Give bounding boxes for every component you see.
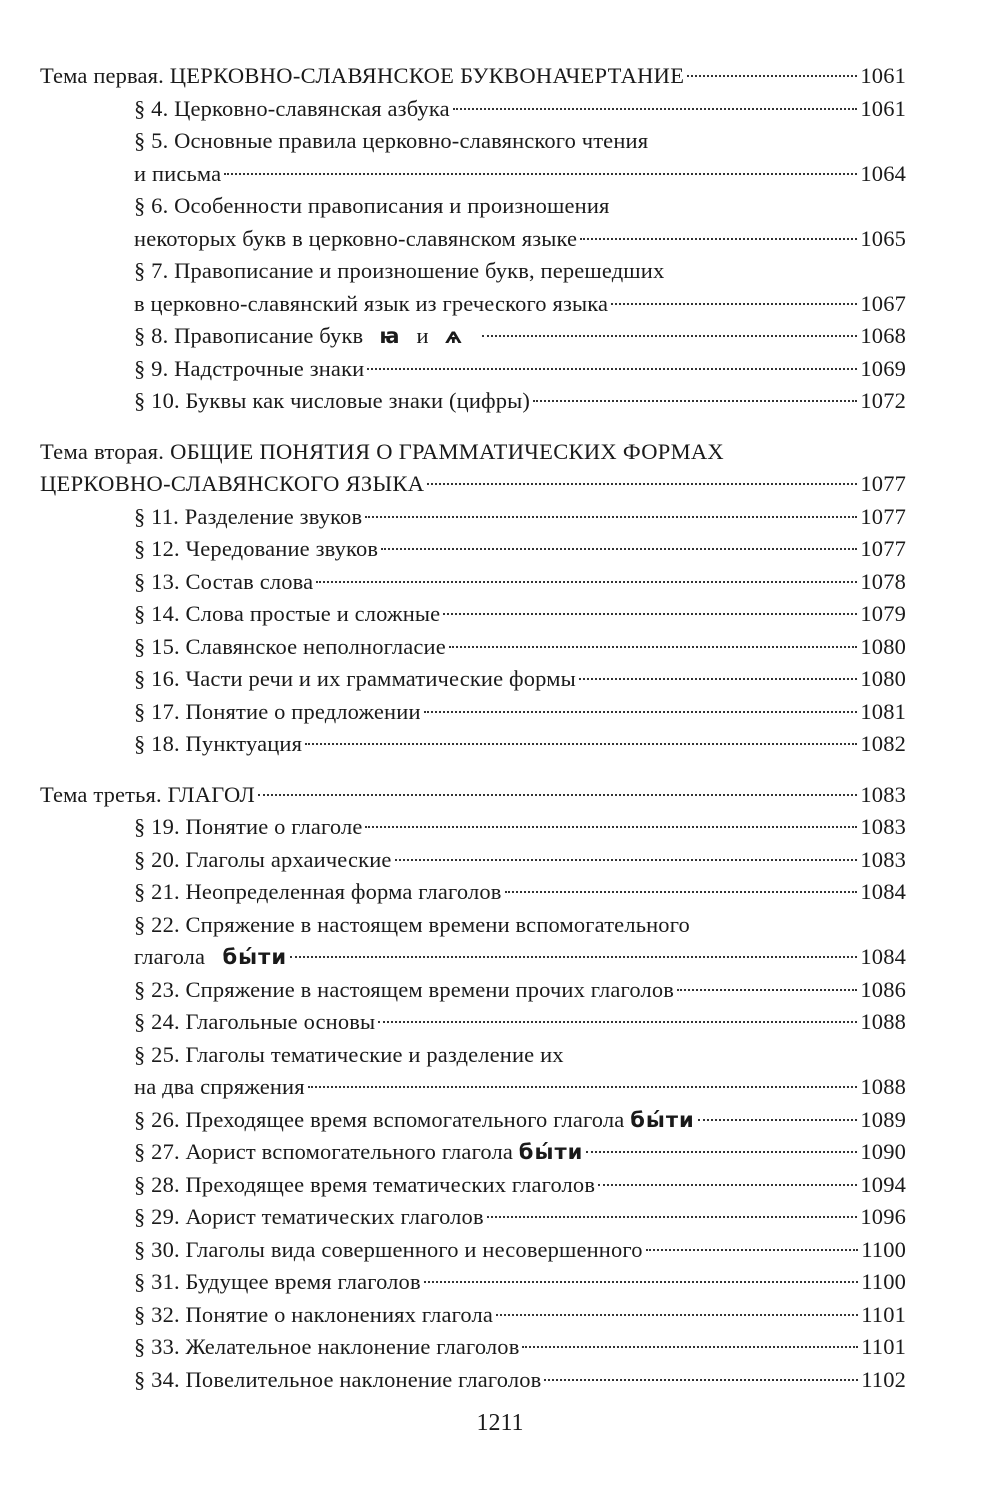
toc-entry-32 bbox=[40, 1299, 906, 1332]
theme-3-page: 1083 bbox=[860, 781, 906, 807]
entry-page: 1068 bbox=[860, 323, 906, 348]
entry-label: § 34. Повелительное наклонение глаголов bbox=[134, 1366, 542, 1392]
entry-label: § 30. Глаголы вида совершенного и несовершенного bbox=[134, 1236, 643, 1262]
entry-label-line1: § 22. Спряжение в настоящем времени вспомогательного bbox=[134, 911, 690, 937]
entry-page: 1096 bbox=[860, 1204, 906, 1229]
toc-entry-24 bbox=[40, 1006, 906, 1039]
dot-leader bbox=[365, 826, 857, 828]
entry-label: § 18. Пунктуация bbox=[134, 731, 303, 756]
entry-page: 1077 bbox=[860, 503, 906, 529]
toc-entry-34 bbox=[40, 1364, 906, 1397]
entry-page: 1072 bbox=[860, 388, 906, 413]
entry-label: § 15. Славянское неполногласие bbox=[134, 633, 446, 659]
theme-1-page: 1061 bbox=[860, 63, 906, 88]
toc-entry-20 bbox=[40, 844, 906, 877]
dot-leader bbox=[611, 303, 857, 305]
entry-label bbox=[134, 1104, 695, 1137]
dot-leader bbox=[598, 1184, 857, 1186]
dot-leader bbox=[687, 75, 857, 77]
entry-page: 1094 bbox=[860, 1171, 906, 1197]
theme-2-title: ЦЕРКОВНО-СЛАВЯНСКОГО ЯЗЫКА bbox=[40, 471, 425, 496]
entry-page: 1084 bbox=[860, 944, 906, 969]
toc-entry-19 bbox=[40, 811, 906, 844]
dot-leader bbox=[443, 613, 857, 615]
entry-label-line1: § 25. Глаголы тематические и разделение их bbox=[134, 1041, 564, 1067]
dot-leader bbox=[308, 1086, 858, 1088]
toc-entry-17 bbox=[40, 696, 906, 729]
dot-leader bbox=[395, 859, 858, 861]
entry-label: § 12. Чередование звуков bbox=[134, 536, 379, 561]
dot-leader bbox=[698, 1119, 858, 1121]
dot-leader bbox=[482, 335, 857, 337]
entry-page: 1064 bbox=[860, 160, 906, 186]
dot-leader bbox=[365, 516, 857, 518]
theme-3-prefix: Тема третья. bbox=[40, 781, 162, 807]
toc-entry-6 bbox=[40, 190, 906, 255]
dot-leader bbox=[579, 678, 858, 680]
toc-entry-4 bbox=[40, 93, 906, 126]
entry-label: § 28. Преходящее время тематических глаголов bbox=[134, 1171, 596, 1197]
entry-page: 1084 bbox=[860, 879, 906, 904]
theme-1-heading bbox=[40, 60, 906, 93]
toc-entry-26 bbox=[40, 1104, 906, 1137]
theme-3-label bbox=[40, 779, 255, 812]
entry-label: § 20. Глаголы архаические bbox=[134, 846, 392, 872]
church-slavonic-word: бы́ти bbox=[518, 1140, 584, 1164]
entry-page: 1077 bbox=[860, 536, 906, 561]
dot-leader bbox=[505, 891, 858, 893]
entry-page: 1061 bbox=[860, 95, 906, 121]
toc-entry-23 bbox=[40, 974, 906, 1007]
church-slavonic-letter: ꙗ bbox=[379, 324, 401, 348]
theme-3-section bbox=[40, 779, 906, 1397]
entry-label: § 19. Понятие о глаголе bbox=[134, 814, 363, 839]
toc-entry-31 bbox=[40, 1266, 906, 1299]
theme-2-heading-line1: Тема вторая. ОБЩИЕ ПОНЯТИЯ О ГРАММАТИЧЕСКИХ ФОРМАХ bbox=[40, 438, 724, 464]
entry-page: 1101 bbox=[861, 1334, 906, 1359]
theme-1-prefix: Тема первая. bbox=[40, 63, 164, 88]
theme-2-heading bbox=[40, 468, 906, 501]
toc-entry-7 bbox=[40, 255, 906, 320]
toc-entry-13 bbox=[40, 566, 906, 599]
dot-leader bbox=[580, 238, 857, 240]
entry-page: 1101 bbox=[861, 1301, 906, 1327]
toc-entry-10 bbox=[40, 385, 906, 418]
entry-label-text: глагола bbox=[134, 944, 206, 969]
toc-entry-33 bbox=[40, 1331, 906, 1364]
dot-leader bbox=[258, 794, 857, 796]
toc-entry-29 bbox=[40, 1201, 906, 1234]
entry-label: § 13. Состав слова bbox=[134, 568, 314, 594]
entry-page: 1088 bbox=[860, 1009, 906, 1034]
entry-label: и письма bbox=[134, 160, 222, 186]
dot-leader bbox=[381, 548, 857, 550]
church-slavonic-word: бы́ти bbox=[222, 945, 288, 969]
dot-leader bbox=[316, 581, 857, 583]
toc-entry-25 bbox=[40, 1039, 906, 1104]
entry-label: некоторых букв в церковно-славянском языке bbox=[134, 225, 578, 251]
entry-page: 1065 bbox=[860, 225, 906, 251]
entry-label-text: § 27. Аорист вспомогательного глагола bbox=[134, 1139, 514, 1164]
toc-entry-15 bbox=[40, 631, 906, 664]
theme-1-label bbox=[40, 60, 684, 93]
dot-leader bbox=[367, 368, 857, 370]
page-number: 1211 bbox=[476, 1410, 524, 1436]
entry-label: § 11. Разделение звуков bbox=[134, 503, 363, 529]
dot-leader bbox=[427, 483, 857, 485]
toc-entry-21 bbox=[40, 876, 906, 909]
entry-label-line1: § 7. Правописание и произношение букв, перешедших bbox=[134, 258, 665, 283]
dot-leader bbox=[453, 108, 858, 110]
toc-entry-12 bbox=[40, 533, 906, 566]
dot-leader bbox=[424, 711, 858, 713]
entry-label: § 17. Понятие о предложении bbox=[134, 698, 421, 724]
entry-page: 1089 bbox=[860, 1106, 906, 1132]
entry-label: § 24. Глагольные основы bbox=[134, 1009, 376, 1034]
entry-label: § 9. Надстрочные знаки bbox=[134, 355, 365, 381]
dot-leader bbox=[424, 1281, 858, 1283]
toc-entry-14 bbox=[40, 598, 906, 631]
entry-label-line1: § 6. Особенности правописания и произношения bbox=[134, 193, 610, 218]
church-slavonic-letter: ѧ bbox=[444, 324, 464, 348]
entry-label bbox=[134, 1136, 583, 1169]
entry-page: 1082 bbox=[860, 731, 906, 756]
table-of-contents bbox=[40, 60, 906, 1414]
entry-label: § 16. Части речи и их грамматические формы bbox=[134, 666, 576, 691]
entry-label: в церковно-славянский язык из греческого языка bbox=[134, 290, 609, 316]
toc-entry-5 bbox=[40, 125, 906, 190]
toc-entry-22 bbox=[40, 909, 906, 974]
toc-entry-28 bbox=[40, 1169, 906, 1202]
toc-entry-30 bbox=[40, 1234, 906, 1267]
entry-label: § 33. Желательное наклонение глаголов bbox=[134, 1334, 520, 1359]
entry-page: 1079 bbox=[860, 601, 906, 626]
entry-label: § 32. Понятие о наклонениях глагола bbox=[134, 1301, 494, 1327]
entry-page: 1086 bbox=[860, 976, 906, 1002]
entry-label: § 4. Церковно-славянская азбука bbox=[134, 95, 450, 121]
entry-label-text: § 26. Преходящее время вспомогательного глагола bbox=[134, 1106, 625, 1132]
entry-label-line1: § 5. Основные правила церковно-славянского чтения bbox=[134, 128, 649, 153]
dot-leader bbox=[522, 1346, 858, 1348]
entry-label bbox=[134, 320, 479, 353]
entry-label: § 14. Слова простые и сложные bbox=[134, 601, 441, 626]
theme-1-title: ЦЕРКОВНО-СЛАВЯНСКОЕ БУКВОНАЧЕРТАНИЕ bbox=[169, 63, 685, 88]
theme-1-section bbox=[40, 60, 906, 418]
entry-page: 1067 bbox=[860, 290, 906, 316]
dot-leader bbox=[646, 1249, 859, 1251]
toc-entry-8 bbox=[40, 320, 906, 353]
entry-page: 1100 bbox=[861, 1236, 906, 1262]
dot-leader bbox=[290, 956, 857, 958]
toc-entry-9 bbox=[40, 353, 906, 386]
entry-page: 1102 bbox=[861, 1366, 906, 1392]
dot-leader bbox=[487, 1216, 858, 1218]
dot-leader bbox=[449, 646, 858, 648]
entry-page: 1083 bbox=[860, 846, 906, 872]
toc-entry-18 bbox=[40, 728, 906, 761]
entry-page: 1069 bbox=[860, 355, 906, 381]
dot-leader bbox=[533, 400, 857, 402]
entry-page: 1080 bbox=[860, 633, 906, 659]
entry-page: 1088 bbox=[860, 1074, 906, 1099]
entry-page: 1081 bbox=[860, 698, 906, 724]
dot-leader bbox=[677, 989, 857, 991]
toc-entry-27 bbox=[40, 1136, 906, 1169]
dot-leader bbox=[224, 173, 857, 175]
entry-label: § 10. Буквы как числовые знаки (цифры) bbox=[134, 388, 531, 413]
dot-leader bbox=[544, 1379, 858, 1381]
theme-2-section bbox=[40, 436, 906, 761]
entry-label: § 29. Аорист тематических глаголов bbox=[134, 1204, 484, 1229]
entry-page: 1078 bbox=[860, 568, 906, 594]
dot-leader bbox=[496, 1314, 858, 1316]
entry-label: § 23. Спряжение в настоящем времени прочих глаголов bbox=[134, 976, 675, 1002]
entry-label-text: § 8. Правописание букв bbox=[134, 323, 364, 348]
toc-entry-11 bbox=[40, 501, 906, 534]
entry-page: 1083 bbox=[860, 814, 906, 839]
toc-entry-16 bbox=[40, 663, 906, 696]
dot-leader bbox=[586, 1151, 857, 1153]
entry-page: 1080 bbox=[860, 666, 906, 691]
entry-label: § 31. Будущее время глаголов bbox=[134, 1269, 421, 1294]
dot-leader bbox=[305, 743, 857, 745]
dot-leader bbox=[378, 1021, 857, 1023]
entry-label: § 21. Неопределенная форма глаголов bbox=[134, 879, 502, 904]
conjunction: и bbox=[416, 323, 429, 348]
theme-3-title: ГЛАГОЛ bbox=[167, 781, 256, 807]
entry-label: на два спряжения bbox=[134, 1074, 305, 1099]
theme-2-page: 1077 bbox=[860, 471, 906, 496]
entry-page: 1100 bbox=[861, 1269, 906, 1294]
theme-3-heading bbox=[40, 779, 906, 812]
church-slavonic-word: бы́ти bbox=[630, 1107, 695, 1132]
entry-label bbox=[134, 941, 287, 974]
entry-page: 1090 bbox=[860, 1139, 906, 1164]
